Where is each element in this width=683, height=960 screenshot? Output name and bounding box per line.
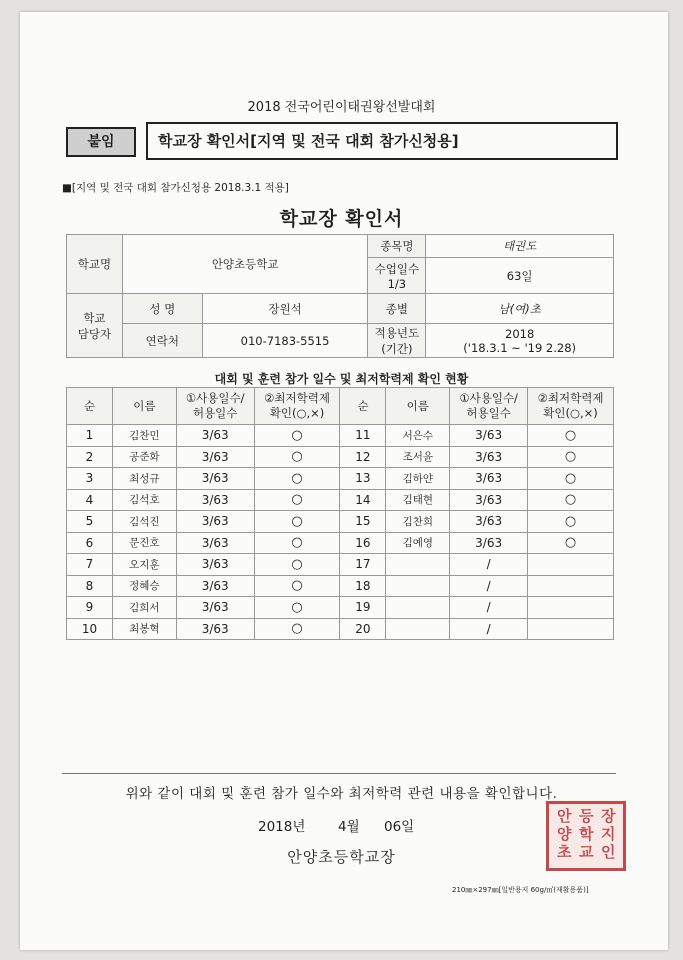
header-check bbox=[254, 388, 340, 425]
cell-name bbox=[386, 554, 450, 576]
cell-no: 15 bbox=[340, 511, 386, 533]
cell-no: 11 bbox=[340, 425, 386, 447]
cell-name: 문진호 bbox=[112, 532, 176, 554]
table-row bbox=[67, 618, 614, 640]
cell-name bbox=[386, 618, 450, 640]
cell-name: 김찬민 bbox=[112, 425, 176, 447]
cell-check: ○ bbox=[528, 446, 614, 468]
year-label bbox=[368, 324, 426, 358]
cell-days: 3/63 bbox=[450, 532, 528, 554]
cell-name: 서은수 bbox=[386, 425, 450, 447]
cell-name: 김희서 bbox=[112, 597, 176, 619]
cell-name: 오지훈 bbox=[112, 554, 176, 576]
cell-name: 김예영 bbox=[386, 532, 450, 554]
application-note: ■[지역 및 전국 대회 참가신청용 2018.3.1 적용] bbox=[62, 182, 289, 194]
school-name: 안양초등학교 bbox=[122, 235, 368, 294]
cell-check: ○ bbox=[528, 468, 614, 490]
cell-check: ○ bbox=[254, 468, 340, 490]
cell-days: 3/63 bbox=[176, 554, 254, 576]
header-name: 이름 bbox=[386, 388, 450, 425]
paper-spec: 210㎜×297㎜[일반용지 60g/㎡(재활용품)] bbox=[452, 886, 589, 894]
table-row bbox=[67, 554, 614, 576]
table-row bbox=[67, 575, 614, 597]
header-days bbox=[176, 388, 254, 425]
table-row bbox=[67, 597, 614, 619]
principal-seal: 안 양 초 등 학 교 장 지 인 bbox=[546, 801, 626, 871]
date-day: 06일 bbox=[384, 819, 415, 835]
cell-no: 5 bbox=[67, 511, 113, 533]
cell-check bbox=[528, 618, 614, 640]
cell-name: 정혜승 bbox=[112, 575, 176, 597]
cell-no: 10 bbox=[67, 618, 113, 640]
year-label-line1: 적용년도 bbox=[374, 325, 420, 340]
cell-check: ○ bbox=[528, 511, 614, 533]
cell-check: ○ bbox=[254, 511, 340, 533]
cell-days: 3/63 bbox=[176, 468, 254, 490]
manager-name-label: 성 명 bbox=[122, 294, 202, 324]
header-check-line2: 확인(○,×) bbox=[543, 406, 598, 420]
header-days-line2: 허용일수 bbox=[192, 406, 238, 420]
cell-check: ○ bbox=[254, 575, 340, 597]
cell-name: 김태현 bbox=[386, 489, 450, 511]
cell-no: 7 bbox=[67, 554, 113, 576]
category-label: 종별 bbox=[368, 294, 426, 324]
header-no: 순 bbox=[340, 388, 386, 425]
header-no: 순 bbox=[67, 388, 113, 425]
cell-days: / bbox=[450, 597, 528, 619]
manager-name-value: 장원석 bbox=[202, 294, 368, 324]
cell-name bbox=[386, 597, 450, 619]
table-row bbox=[67, 425, 614, 447]
cell-no: 2 bbox=[67, 446, 113, 468]
cell-name bbox=[386, 575, 450, 597]
header-days-line1: ①사용일수/ bbox=[185, 391, 245, 405]
manager-label-line1: 학교 bbox=[83, 310, 106, 325]
header-name: 이름 bbox=[112, 388, 176, 425]
document-title: 학교장 확인서[지역 및 전국 대회 참가신청용] bbox=[146, 122, 618, 160]
year-label-line2: (기간) bbox=[381, 341, 413, 356]
attachment-badge: 붙임 bbox=[66, 127, 136, 157]
cell-no: 19 bbox=[340, 597, 386, 619]
cell-days: 3/63 bbox=[176, 489, 254, 511]
cell-check: ○ bbox=[254, 446, 340, 468]
school-days-label-line2: 1/3 bbox=[387, 276, 407, 291]
cell-no: 1 bbox=[67, 425, 113, 447]
table-row bbox=[67, 446, 614, 468]
cell-no: 12 bbox=[340, 446, 386, 468]
cell-no: 13 bbox=[340, 468, 386, 490]
cell-name: 김찬희 bbox=[386, 511, 450, 533]
cell-days: 3/63 bbox=[450, 489, 528, 511]
cell-check: ○ bbox=[254, 554, 340, 576]
table-row bbox=[67, 489, 614, 511]
year-value bbox=[426, 324, 614, 358]
confirmation-text: 위와 같이 대회 및 훈련 참가 일수와 최저학력 관련 내용을 확인합니다. bbox=[125, 786, 558, 802]
cell-no: 3 bbox=[67, 468, 113, 490]
cell-name: 최봉혁 bbox=[112, 618, 176, 640]
cell-name: 김석진 bbox=[112, 511, 176, 533]
cell-days: 3/63 bbox=[450, 511, 528, 533]
cell-check: ○ bbox=[254, 597, 340, 619]
cell-name: 최성규 bbox=[112, 468, 176, 490]
year-value-line1: 2018 bbox=[505, 326, 535, 341]
date-month: 4월 bbox=[338, 819, 360, 835]
form-title: 학교장 확인서 bbox=[279, 208, 404, 230]
school-days-label bbox=[368, 258, 426, 294]
cell-no: 8 bbox=[67, 575, 113, 597]
cell-days: 3/63 bbox=[176, 511, 254, 533]
cell-name: 김석호 bbox=[112, 489, 176, 511]
cell-no: 14 bbox=[340, 489, 386, 511]
participation-section-title: 대회 및 훈련 참가 일수 및 최저학력제 확인 현황 bbox=[214, 372, 469, 386]
cell-days: 3/63 bbox=[176, 425, 254, 447]
cell-days: 3/63 bbox=[176, 618, 254, 640]
school-days-value: 63일 bbox=[426, 258, 614, 294]
cell-days: 3/63 bbox=[176, 575, 254, 597]
contact-value: 010-7183-5515 bbox=[202, 324, 368, 358]
cell-name: 조서윤 bbox=[386, 446, 450, 468]
school-label: 학교명 bbox=[67, 235, 123, 294]
cell-check bbox=[528, 597, 614, 619]
year-value-line2: ('18.3.1 ~ '19 2.28) bbox=[463, 340, 577, 355]
cell-check: ○ bbox=[528, 425, 614, 447]
cell-days: 3/63 bbox=[450, 446, 528, 468]
event-title: 2018 전국어린이태권왕선발대회 bbox=[247, 100, 436, 115]
cell-no: 6 bbox=[67, 532, 113, 554]
header-check bbox=[528, 388, 614, 425]
participation-table bbox=[66, 387, 614, 640]
cell-days: 3/63 bbox=[176, 597, 254, 619]
cell-no: 16 bbox=[340, 532, 386, 554]
cell-no: 17 bbox=[340, 554, 386, 576]
header-days bbox=[450, 388, 528, 425]
date-year: 2018년 bbox=[258, 819, 306, 835]
cell-days: 3/63 bbox=[176, 532, 254, 554]
cell-name: 김하얀 bbox=[386, 468, 450, 490]
table-row bbox=[67, 511, 614, 533]
cell-days: / bbox=[450, 554, 528, 576]
cell-no: 18 bbox=[340, 575, 386, 597]
cell-no: 4 bbox=[67, 489, 113, 511]
sport-label: 종목명 bbox=[368, 235, 426, 258]
principal-name: 안양초등학교장 bbox=[287, 848, 396, 866]
category-value: 남(여)초 bbox=[426, 294, 614, 324]
divider bbox=[62, 773, 616, 774]
cell-check: ○ bbox=[528, 489, 614, 511]
cell-check bbox=[528, 554, 614, 576]
header-check-line1: ②최저학력제 bbox=[264, 391, 330, 405]
cell-check: ○ bbox=[528, 532, 614, 554]
cell-days: 3/63 bbox=[176, 446, 254, 468]
header-check-line1: ②최저학력제 bbox=[537, 391, 604, 405]
cell-check: ○ bbox=[254, 532, 340, 554]
cell-check bbox=[528, 575, 614, 597]
cell-check: ○ bbox=[254, 425, 340, 447]
cell-days: 3/63 bbox=[450, 425, 528, 447]
cell-name: 공준화 bbox=[112, 446, 176, 468]
manager-label-line2: 담당자 bbox=[77, 326, 112, 341]
cell-no: 9 bbox=[67, 597, 113, 619]
contact-label: 연락처 bbox=[122, 324, 202, 358]
header-check-line2: 확인(○,×) bbox=[269, 406, 325, 420]
header-days-line2: 허용일수 bbox=[466, 406, 511, 420]
cell-days: / bbox=[450, 575, 528, 597]
sport-value: 태권도 bbox=[426, 235, 614, 258]
cell-days: 3/63 bbox=[450, 468, 528, 490]
cell-check: ○ bbox=[254, 489, 340, 511]
manager-label bbox=[67, 294, 123, 358]
table-row bbox=[67, 532, 614, 554]
cell-check: ○ bbox=[254, 618, 340, 640]
table-row bbox=[67, 468, 614, 490]
header-days-line1: ①사용일수/ bbox=[459, 391, 518, 405]
school-days-label-line1: 수업일수 bbox=[374, 261, 420, 276]
cell-days: / bbox=[450, 618, 528, 640]
cell-no: 20 bbox=[340, 618, 386, 640]
school-info-table bbox=[66, 234, 614, 358]
